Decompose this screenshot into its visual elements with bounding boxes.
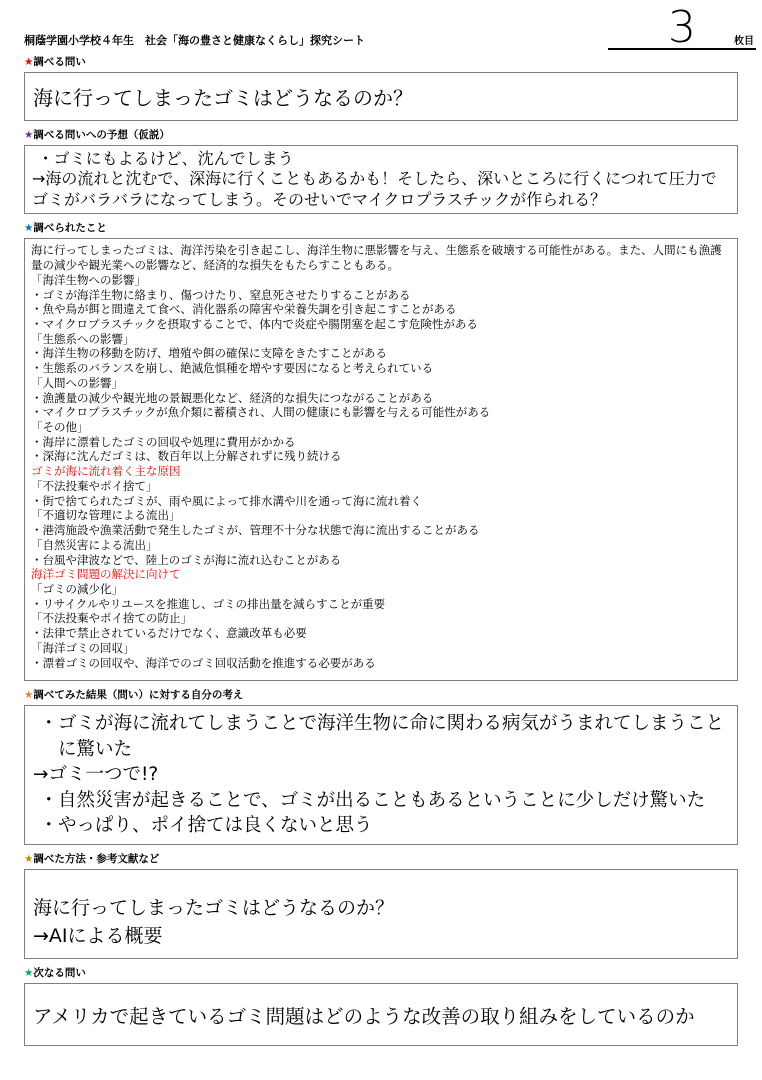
section-findings: [24, 222, 738, 681]
thoughts-box: [24, 705, 738, 845]
star-icon: ★: [24, 689, 34, 702]
section-label-text: 次なる問い: [33, 967, 86, 980]
text-line: ・マイクロプラスチックを摂取することで、体内で炎症や腸閉塞を起こす危険性がある: [31, 317, 478, 331]
page-number-unit: 枚目: [734, 36, 754, 47]
text-line: ・法律で禁止されているだけでなく、意識改革も必要: [31, 626, 307, 641]
text-line: 「その他」: [31, 420, 89, 435]
section-question: [24, 56, 738, 121]
text-line: 「生態系への影響」: [31, 331, 135, 346]
text-line: →AIによる概要: [33, 924, 163, 947]
hypothesis-box: [24, 145, 738, 214]
section-label-question: [24, 56, 738, 69]
text-line: ・海洋生物の移動を防げ、増殖や餌の確保に支障をきたすことがある: [31, 346, 388, 361]
text-line: 「ゴミの減少化」: [31, 581, 123, 596]
star-icon: ★: [24, 56, 34, 68]
text-line: ・生態系のバランスを崩し、絶滅危惧種を増やす要因になると考えられている: [31, 361, 434, 376]
text-line: 海洋ゴミ問題の解決に向けて: [31, 567, 181, 582]
section-label-text: 調べた方法・参考文献など: [33, 852, 160, 865]
text-line: ・漁護量の減少や観光地の景観悪化など、経済的な損失につながることがある: [31, 390, 434, 405]
text-line: ・ゴミが海に流れてしまうことで海洋生物に命に関わる病気がうまれてしまうことに驚いた: [39, 713, 724, 760]
section-label-next-question: [24, 967, 738, 980]
section-label-text: 調べてみた結果（問い）に対する自分の考え: [33, 689, 244, 702]
text-line: ・港湾施設や漁業活動で発生したゴミが、管理不十分な状態で海に流出することがある: [31, 523, 480, 538]
text-line: ・自然災害が起きることで、ゴミが出ることもあるということに少しだけ驚いた: [39, 789, 706, 811]
text-line: ゴミが海に流れ着く主な原因: [31, 464, 181, 479]
star-icon: ★: [24, 222, 34, 235]
text-line: 海に行ってしまったゴミは、海洋汚染を引き起こし、海洋生物に悪影響を与え、生態系を破壊する可能性がある。また、人間にも漁護量の減少や観光業への影響など、経済的な損失をもたらすこともある。: [31, 243, 722, 273]
findings-box: [24, 238, 738, 681]
next-question-text: アメリカで起きているゴミ問題はどのような改善の取り組みをしているのか: [33, 1004, 695, 1028]
star-icon: ★: [24, 852, 34, 865]
section-label-findings: [24, 222, 738, 235]
star-icon: ★: [24, 129, 34, 141]
section-next-question: [24, 967, 738, 1046]
section-hypothesis: [24, 129, 738, 214]
section-label-hypothesis: [24, 129, 738, 142]
text-line: 「不法投棄やポイ捨ての防止」: [31, 611, 192, 626]
question-text: 海に行ってしまったゴミはどうなるのか？: [33, 86, 413, 110]
next-question-box: [24, 983, 738, 1046]
text-line: ・台風や津波などで、陸上のゴミが海に流れ込むことがある: [31, 552, 342, 567]
section-method: [24, 853, 738, 959]
section-thoughts: [24, 689, 738, 845]
section-label-text: 調べる問い: [33, 56, 86, 68]
document-title: 桐蔭学園小学校４年生 社会「海の豊さと健康なくらし」探究シート: [24, 34, 365, 47]
page-number: [608, 1, 756, 53]
text-line: ・漂着ゴミの回収や、海洋でのゴミ回収活動を推進する必要がある: [31, 655, 376, 670]
text-line: 「海洋ゴミの回収」: [31, 640, 135, 655]
page-number-value: 3: [668, 1, 696, 53]
text-line: 「自然災害による流出」: [31, 537, 158, 552]
method-box: [24, 869, 738, 959]
text-line: →海の流れと沈むで、深海に行くこともあるかも！そしたら、深いところに行くにつれて圧力でゴミがバラバラになってしまう。そのせいでマイクロプラスチックが作られる？: [32, 169, 717, 209]
text-line: 「不法投棄やポイ捨て」: [31, 478, 158, 493]
text-line: ・深海に沈んだゴミは、数百年以上分解されずに残り続ける: [31, 449, 342, 464]
text-line: ・ゴミにもよるけど、沈んでしまう: [37, 149, 294, 168]
text-line: 海に行ってしまったゴミはどうなるのか？: [33, 896, 395, 919]
text-line: →ゴミ一つで!?: [33, 764, 159, 786]
star-icon: ★: [24, 967, 34, 980]
section-label-method: [24, 853, 738, 866]
text-line: ・魚や鳥が餌と間違えて食べ、消化器系の障害や栄養失調を引き起こすことがある: [31, 302, 457, 317]
text-line: 「海洋生物への影響」: [31, 272, 146, 287]
text-line: ・やっぱり、ポイ捨ては良くないと思う: [39, 815, 373, 837]
text-line: ・海岸に漂着したゴミの回収や処理に費用がかかる: [31, 434, 296, 449]
question-box: [24, 72, 738, 121]
text-line: ・マイクロプラスチックが魚介類に蓄積され、人間の健康にも影響を与える可能性がある: [31, 405, 491, 420]
section-label-text: 調べる問いへの予想（仮説）: [33, 129, 170, 141]
section-label-thoughts: [24, 689, 738, 702]
text-line: ・リサイクルやリユースを推進し、ゴミの排出量を減らすことが重要: [31, 596, 386, 611]
text-line: ・街で捨てられたゴミが、雨や風によって排水溝や川を通って海に流れ着く: [31, 493, 422, 508]
text-line: ・ゴミが海洋生物に絡まり、傷つけたり、窒息死させたりすることがある: [31, 287, 411, 302]
section-label-text: 調べられたこと: [33, 222, 107, 235]
text-line: 「人間への影響」: [31, 375, 123, 390]
text-line: 「不適切な管理による流出」: [31, 508, 181, 523]
